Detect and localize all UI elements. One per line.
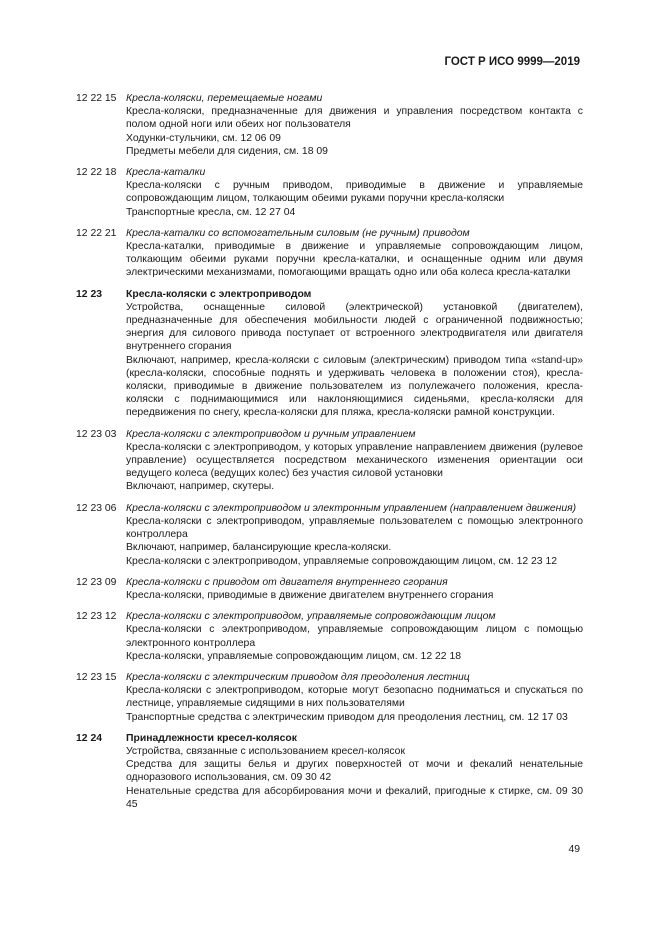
entry-text: Кресла-коляски с электроприводом, управляемые сопровождающим лицом, см. 12 23 12 — [126, 555, 558, 567]
entry-text: Ненательные средства для абсорбирования мочи и фекалий, пригодные к стирке, см. 09 30 45 — [126, 785, 583, 810]
entry-body — [126, 502, 583, 568]
classification-list — [76, 92, 583, 819]
entry-text: Кресла-коляски, предназначенные для движения и управления посредством контакта с полом одной ноги или обеих ног пользователя — [126, 106, 583, 131]
entry-body — [126, 576, 583, 602]
entry-text: Кресла-коляски, приводимые в движение двигателем внутреннего сгорания — [126, 589, 494, 601]
entry-text: Устройства, оснащенные силовой (электрической) установкой (двигателем), предназначенные для обеспечения мобильности людей с ограниченной подвижностью; энергия для силового привода поступает от встроенного электродвигателя или двигателя внутреннего сгорания — [126, 301, 583, 353]
entry-title: Кресла-коляски с электроприводом — [126, 288, 312, 300]
entry-body — [126, 92, 583, 158]
entry-12-23-15 — [76, 671, 583, 724]
entry-12-23-06 — [76, 502, 583, 568]
entry-text: Средства для защиты белья и других поверхностей от мочи и фекалий ненательные одноразового использования, см. 09 30 42 — [126, 759, 583, 784]
entry-12-23-09 — [76, 576, 583, 602]
entry-title: Кресла-коляски с электроприводом, управляемые сопровождающим лицом — [126, 611, 496, 623]
entry-text: Включают, например, скутеры. — [126, 481, 275, 493]
entry-body — [126, 288, 583, 420]
entry-code: 12 23 06 — [76, 502, 117, 514]
entry-code: 12 23 03 — [76, 428, 117, 440]
entry-12-23 — [76, 288, 583, 420]
entry-text: Транспортные кресла, см. 12 27 04 — [126, 206, 296, 218]
entry-12-22-15 — [76, 92, 583, 158]
entry-body — [126, 732, 583, 811]
entry-text: Кресла-коляски, управляемые сопровождающим лицом, см. 12 22 18 — [126, 650, 462, 662]
entry-title: Кресла-коляски с электроприводом и электронным управлением (направлением движения) — [126, 502, 577, 514]
entry-title: Кресла-коляски с приводом от двигателя внутреннего сгорания — [126, 576, 448, 588]
entry-text: Устройства, связанные с использованием кресел-колясок — [126, 745, 405, 757]
entry-title: Кресла-коляски, перемещаемые ногами — [126, 93, 323, 104]
entry-text: Кресла-коляски с электроприводом, которые могут безопасно подниматься и спускаться по лестнице, управляемые сидящими в них пользователями — [126, 685, 583, 710]
entry-code: 12 22 21 — [76, 227, 117, 239]
entry-body — [126, 166, 583, 219]
entry-text: Кресла-коляски с ручным приводом, приводимые в движение и управляемые сопровождающим лицом, толкающим обеими руками поручни кресла-коляски — [126, 180, 583, 205]
entry-body — [126, 428, 583, 494]
entry-text: Ходунки-стульчики, см. 12 06 09 — [126, 132, 281, 144]
entry-12-22-21 — [76, 227, 583, 280]
entry-code: 12 22 15 — [76, 93, 117, 104]
entry-text: Включают, например, балансирующие кресла-коляски. — [126, 542, 392, 554]
entry-code: 12 24 — [76, 732, 103, 744]
entry-title: Кресла-каталки — [126, 167, 206, 179]
entry-title: Принадлежности кресел-колясок — [126, 732, 297, 744]
entry-code: 12 23 15 — [76, 671, 117, 683]
entry-body — [126, 227, 583, 280]
entry-code: 12 22 18 — [76, 167, 117, 179]
entry-text: Кресла-коляски с электроприводом, управляемые пользователем с помощью электронного контроллера — [126, 515, 583, 541]
entry-title: Кресла-каталки со вспомогательным силовым (не ручным) приводом — [126, 227, 470, 239]
entry-code: 12 23 09 — [76, 576, 117, 588]
entry-body — [126, 671, 583, 724]
entry-12-22-18 — [76, 166, 583, 219]
entry-code: 12 23 12 — [76, 611, 117, 623]
entry-body — [126, 610, 583, 663]
entry-text: Транспортные средства с электрическим приводом для преодоления лестниц, см. 12 17 03 — [126, 711, 568, 723]
entry-text: Кресла-каталки, приводимые в движение и управляемые сопровождающим лицом, толкающим обеими руками поручни кресла-каталки, и оснащенные одним или двумя электрическими механизмами, помогающими вращать одно или оба колеса кресла-каталки — [126, 241, 583, 279]
entry-code: 12 23 — [76, 288, 103, 300]
entry-text: Кресла-коляски с электроприводом, у которых управление направлением движения (рулевое управление) осуществляется посредством механического изменения ориентации оси ведущего колеса (ведущих колес) без участия силовой установки — [126, 441, 583, 480]
entry-12-24 — [76, 732, 583, 811]
page-number: 49 — [568, 844, 580, 855]
entry-text: Кресла-коляски с электроприводом, управляемые сопровождающим лицом с помощью электронного контроллера — [126, 624, 583, 649]
entry-12-23-12 — [76, 610, 583, 663]
entry-title: Кресла-коляски с электроприводом и ручным управлением — [126, 428, 416, 440]
entry-text: Включают, например, кресла-коляски с силовым (электрическим) приводом типа «stand-up» (кресла-коляски, способные поднять и удерживать человека в положении стоя), кресла-коляски, приводимые в движение пользователем из полулежачего положения, кресла-коляски с поднимающимися или наклоняющимися сиденьями, кресла-коляски для передвижения по снегу, кресла-коляски для пляжа, кресла-коляски рамной конструкции. — [126, 354, 583, 419]
entry-text: Предметы мебели для сидения, см. 18 09 — [126, 145, 328, 157]
entry-12-23-03 — [76, 428, 583, 494]
document-header: ГОСТ Р ИСО 9999—2019 — [444, 56, 580, 68]
entry-title: Кресла-коляски с электрическим приводом для преодоления лестниц — [126, 671, 470, 683]
